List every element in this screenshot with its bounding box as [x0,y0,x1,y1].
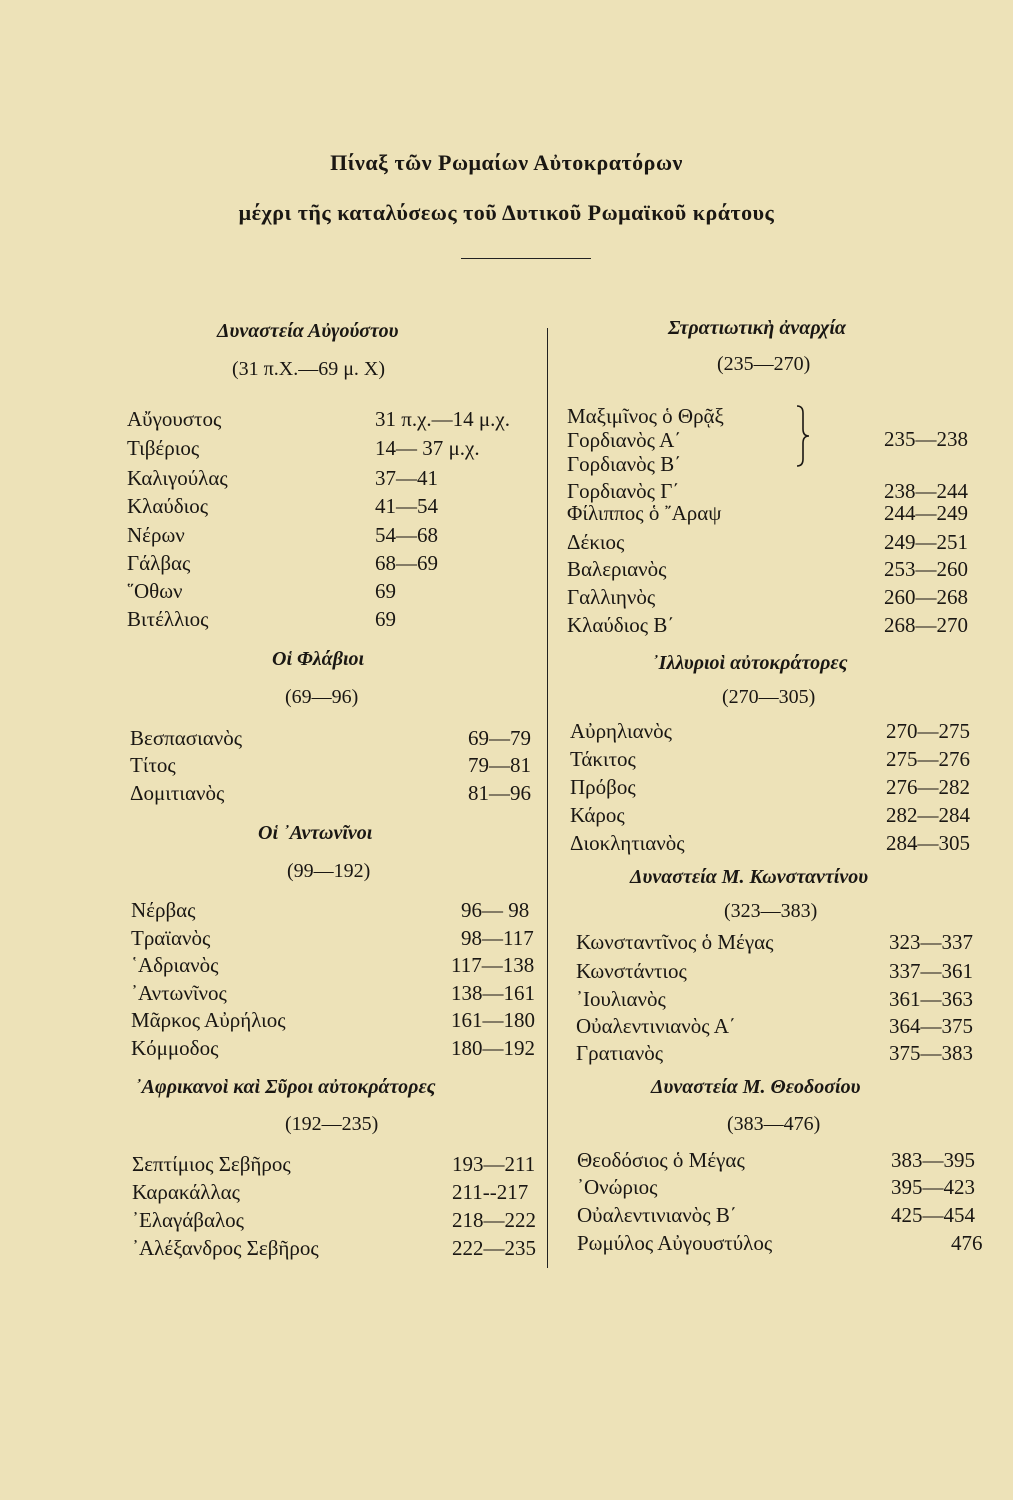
emperor-name: Νέρβας [131,898,196,922]
reign-years: 282—284 [886,803,970,827]
section-range-theodosian: (383—476) [727,1113,821,1135]
reign-years: 260—268 [884,585,968,609]
reign-years: 395—423 [891,1175,975,1199]
emperor-name: ᾿Αντωνῖνος [131,981,227,1005]
emperor-name: Γάλβας [127,551,191,575]
column-divider [547,328,548,1268]
reign-years: 69—79 [468,726,531,750]
section-range-severans: (192—235) [285,1113,379,1135]
title-divider [461,258,591,259]
reign-years: 69 [375,579,396,603]
emperor-name: Γορδιανὸς Β΄ [567,452,682,476]
reign-years: 81—96 [468,781,531,805]
section-title-severans: ᾿Αφρικανοὶ καὶ Σῦροι αὐτοκράτορες [135,1076,436,1098]
reign-years: 193—211 [452,1152,536,1176]
reign-years: 361—363 [889,987,973,1011]
emperor-name: Δομιτιανὸς [130,781,225,805]
emperor-name: ᾿Ελαγάβαλος [132,1208,244,1232]
emperor-name: Βιτέλλιος [127,607,209,631]
reign-years: 383—395 [891,1148,975,1172]
reign-years: 238—244 [884,479,968,503]
emperor-name: Διοκλητιανὸς [570,831,685,855]
emperor-name: Φίλιππος ὁ ῎Αραψ [567,501,722,525]
reign-years: 425—454 [891,1203,975,1227]
emperor-name: Αὐρηλιανὸς [570,719,672,743]
emperor-name: Γορδιανὸς Γ΄ [567,479,680,503]
emperor-name: Οὐαλεντινιανὸς Β΄ [577,1203,737,1227]
emperor-name: Σεπτίμιος Σεβῆρος [132,1152,291,1176]
reign-years: 476 [951,1231,983,1255]
emperor-name: Θεοδόσιος ὁ Μέγας [577,1148,745,1172]
section-title-theodosian: Δυναστεία Μ. Θεοδοσίου [651,1076,861,1098]
reign-years: 117—138 [451,953,535,977]
reign-years: 37—41 [375,466,438,490]
emperor-name: Κωνστάντιος [576,959,687,983]
reign-years: 253—260 [884,557,968,581]
reign-years: 268—270 [884,613,968,637]
reign-years: 284—305 [886,831,970,855]
reign-years: 96— 98 [461,898,530,922]
reign-years: 244—249 [884,501,968,525]
reign-years: 41—54 [375,494,438,518]
reign-years: 337—361 [889,959,973,983]
right-brace-icon [795,405,811,467]
section-title-augustan: Δυναστεία Αὐγούστου [217,320,399,342]
reign-years: 180—192 [451,1036,535,1060]
section-title-anarchy: Στρατιωτικὴ ἀναρχία [668,317,846,339]
emperor-name: Ρωμύλος Αὐγουστύλος [577,1231,773,1255]
emperor-name: Κωνσταντῖνος ὁ Μέγας [576,930,774,954]
reign-years: 69 [375,607,396,631]
reign-years: 364—375 [889,1014,973,1038]
reign-years: 218—222 [452,1208,536,1232]
section-range-augustan: (31 π.Χ.—69 μ. Χ) [232,358,386,380]
reign-years: 276—282 [886,775,970,799]
reign-years: 249—251 [884,530,968,554]
emperor-name: Καρακάλλας [132,1180,240,1204]
section-title-illyrian: ᾿Ιλλυριοὶ αὐτοκράτορες [652,652,848,674]
emperor-name: Κλαύδιος [127,494,209,518]
reign-years: 270—275 [886,719,970,743]
emperor-name: ᾿Ιουλιανὸς [576,987,666,1011]
emperor-name: Καλιγούλας [127,466,228,490]
section-title-constantinian: Δυναστεία Μ. Κωνσταντίνου [630,866,869,888]
reign-years: 98—117 [461,926,534,950]
reign-years: 323—337 [889,930,973,954]
reign-years: 222—235 [452,1236,536,1260]
emperor-name: Βαλεριανὸς [567,557,667,581]
emperor-name: Μαξιμῖνος ὁ Θρᾷξ [567,404,724,428]
emperor-name: Πρόβος [570,775,636,799]
reign-years: 68—69 [375,551,438,575]
emperor-name: Τάκιτος [570,747,636,771]
section-title-flavians: Οἱ Φλάβιοι [272,648,365,670]
emperor-name: Νέρων [127,523,185,547]
emperor-name: Τίτος [130,753,176,777]
emperor-name: Αὔγουστος [127,407,222,431]
emperor-name: Τιβέριος [127,436,200,460]
emperor-name: Δέκιος [567,530,625,554]
reign-years: 79—81 [468,753,531,777]
reign-years: 54—68 [375,523,438,547]
emperor-name: Γορδιανὸς Α΄ [567,428,682,452]
reign-years: 14— 37 μ.χ. [375,436,480,460]
reign-years: 211--217 [452,1180,529,1204]
section-range-illyrian: (270—305) [722,686,816,708]
emperor-name: Γρατιανὸς [576,1041,664,1065]
section-range-anarchy: (235—270) [717,353,811,375]
emperor-name: Βεσπασιανὸς [130,726,243,750]
reign-years: 275—276 [886,747,970,771]
section-range-flavians: (69—96) [285,686,359,708]
emperor-name: Κάρος [570,803,625,827]
reign-years: 375—383 [889,1041,973,1065]
emperor-name: ῾Αδριανὸς [131,953,219,977]
emperor-name: Τραϊανὸς [131,926,211,950]
emperor-name: Κόμμοδος [131,1036,219,1060]
section-range-antonines: (99—192) [287,860,371,882]
section-range-constantinian: (323—383) [724,900,818,922]
section-title-antonines: Οἱ ᾿Αντωνῖνοι [258,822,373,844]
emperor-name: ᾿Αλέξανδρος Σεβῆρος [132,1236,319,1260]
emperor-name: Κλαύδιος Β΄ [567,613,675,637]
emperor-name: Οὐαλεντινιανὸς Α΄ [576,1014,736,1038]
title-line-1: Πίναξ τῶν Ρωμαίων Αὐτοκρατόρων [330,150,683,175]
title-line-2: μέχρι τῆς καταλύσεως τοῦ Δυτικοῦ Ρωμαϊκοῦ κράτους [238,200,775,225]
emperor-name: ῞Οθων [127,579,183,603]
reign-years: 161—180 [451,1008,535,1032]
reign-years: 31 π.χ.—14 μ.χ. [375,407,511,431]
emperor-name: Γαλλιηνὸς [567,585,656,609]
emperor-name: ᾿Ονώριος [577,1175,658,1199]
bracket-years: 235—238 [884,427,968,451]
emperor-name: Μᾶρκος Αὐρήλιος [131,1008,286,1032]
reign-years: 138—161 [451,981,535,1005]
